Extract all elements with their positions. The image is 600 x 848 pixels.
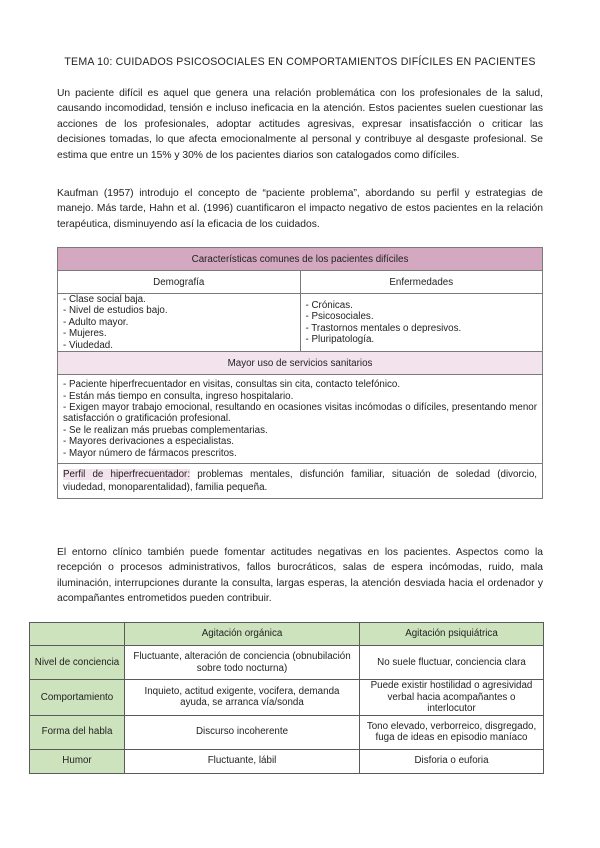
organica-cell: Discurso incoherente — [125, 715, 360, 749]
psiquiatrica-header: Agitación psiquiátrica — [360, 623, 544, 646]
uso-servicios-list — [58, 375, 543, 464]
table-row — [30, 646, 544, 680]
demografia-list — [58, 294, 301, 352]
demografia-header: Demografía — [58, 271, 301, 294]
characteristics-table-header: Características comunes de los pacientes difíciles — [58, 248, 543, 271]
perfil-hiperfrecuentador — [58, 464, 543, 499]
list-item: - Están más tiempo en consulta, ingreso hospitalario. — [63, 390, 294, 402]
row-label: Forma del habla — [30, 715, 125, 749]
list-item: - Nivel de estudios bajo. — [63, 305, 168, 317]
perfil-text: problemas mentales, disfunción familiar, situación de soledad (divorcio, viudedad, monoparentalidad), familia pequeña. — [63, 468, 537, 494]
enfermedades-header: Enfermedades — [300, 271, 543, 294]
list-item: - Pluripatología. — [305, 333, 375, 345]
list-item: - Paciente hiperfrecuentador en visitas, consultas sin cita, contacto telefónico. — [63, 379, 401, 391]
perfil-label: Perfil de hiperfrecuentador: — [63, 468, 191, 480]
organica-cell: Fluctuante, alteración de conciencia (obnubilación sobre todo nocturna) — [125, 646, 360, 680]
entorno-paragraph: El entorno clínico también puede fomentar actitudes negativas en los pacientes. Aspectos como la recepción o procesos administrativos, fallos burocráticos, salas de espera incómodas, ruido, mala iluminación, interrupciones durante la consulta, largas esperas, la atención desviada hacia el ordenador y acompañantes entrometidos pueden contribuir. — [57, 547, 543, 605]
characteristics-table — [57, 247, 543, 499]
list-item: - Se le realizan más pruebas complementarias. — [63, 424, 268, 436]
row-label: Humor — [30, 749, 125, 773]
enfermedades-list — [300, 294, 543, 352]
row-label: Comportamiento — [30, 680, 125, 716]
intro-paragraph: Un paciente difícil es aquel que genera una relación problemática con los profesionales de la salud, causando incomodidad, tensión e incluso ineficacia en la atención. Estos pacientes suelen cuestionar las acciones de los profesionales, adoptar actitudes agresivas, expresar insatisfacción o criticar las decisiones tomadas, lo que afecta emocionalmente al personal y contribuye al desgaste profesional. Se estima que entre un 15% y 30% de los pacientes diarios son catalogados como difíciles. — [57, 88, 543, 161]
list-item: - Viudedad. — [63, 339, 113, 351]
organica-cell: Fluctuante, lábil — [125, 749, 360, 773]
agitation-table-corner — [30, 623, 125, 646]
organica-cell: Inquieto, actitud exigente, vocifera, demanda ayuda, se arranca vía/sonda — [125, 680, 360, 716]
page-title: TEMA 10: CUIDADOS PSICOSOCIALES EN COMPORTAMIENTOS DIFÍCILES EN PACIENTES — [64, 56, 536, 68]
list-item: - Clase social baja. — [63, 294, 146, 305]
psiquiatrica-cell: Tono elevado, verborreico, disgregado, fuga de ideas en episodio maníaco — [360, 715, 544, 749]
organica-header: Agitación orgánica — [125, 623, 360, 646]
list-item: - Mujeres. — [63, 328, 107, 340]
kaufman-paragraph: Kaufman (1957) introdujo el concepto de “paciente problema”, abordando su perfil y estrategias de manejo. Más tarde, Hahn et al. (1996) cuantificaron el impacto negativo de estos pacientes en la relación terapéutica, disminuyendo así la eficacia de los cuidados. — [57, 188, 543, 230]
psiquiatrica-cell: Puede existir hostilidad o agresividad verbal hacia acompañantes o interlocutor — [360, 680, 544, 716]
uso-servicios-header: Mayor uso de servicios sanitarios — [58, 352, 543, 375]
row-label: Nivel de conciencia — [30, 646, 125, 680]
list-item: - Trastornos mentales o depresivos. — [305, 322, 462, 334]
list-item: - Mayores derivaciones a especialistas. — [63, 436, 234, 448]
psiquiatrica-cell: Disforia o euforia — [360, 749, 544, 773]
table-row — [30, 749, 544, 773]
table-row — [30, 715, 544, 749]
list-item: - Mayor número de fármacos prescritos. — [63, 447, 237, 459]
list-item: - Exigen mayor trabajo emocional, resultando en ocasiones visitas incómodas o difíciles, presentando menor satisfacción o gratificación profesional. — [63, 401, 537, 425]
table-row — [30, 680, 544, 716]
agitation-table — [29, 622, 544, 774]
psiquiatrica-cell: No suele fluctuar, conciencia clara — [360, 646, 544, 680]
list-item: - Psicosociales. — [305, 311, 374, 323]
list-item: - Crónicas. — [305, 299, 353, 311]
list-item: - Adulto mayor. — [63, 316, 129, 328]
